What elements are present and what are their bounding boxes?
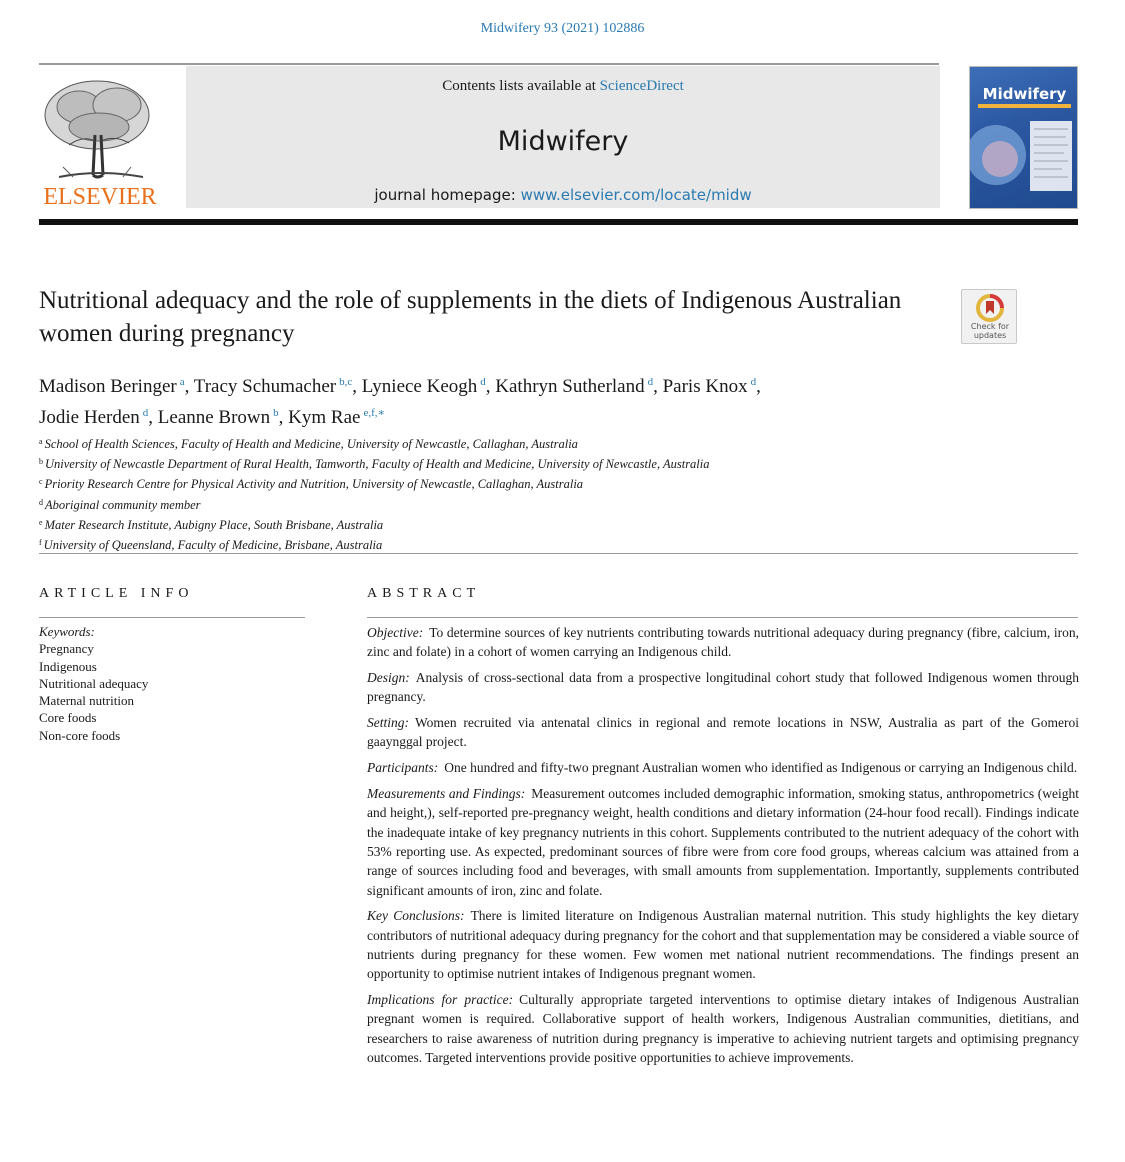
check-updates-line1: Check for — [970, 322, 1010, 331]
article-title: Nutritional adequacy and the role of supplements in the diets of Indigenous Australian women during pregnancy — [39, 287, 902, 347]
author[interactable]: Lyniece Keogh $^d$, — [361, 376, 496, 397]
homepage-prefix: journal homepage: — [374, 186, 516, 204]
journal-citation-link[interactable]: Midwifery 93 (2021) 102886 — [480, 21, 645, 36]
author[interactable]: Kym Rae $^{e,f,∗}$ — [288, 407, 385, 428]
keyword: Core foods — [39, 710, 97, 726]
author[interactable]: Jodie Herden $^d$, — [39, 407, 158, 428]
author[interactable]: Madison Beringer $^a$, — [39, 376, 194, 397]
abstract-participants: Participants: One hundred and fifty-two pregnant Australian women who identified as Indigenous or carrying an Indigenous child. — [367, 760, 1078, 776]
contents-line — [186, 78, 940, 95]
abstract-body — [367, 623, 1079, 1074]
keywords-label: Keywords: — [39, 624, 95, 639]
author-list — [39, 369, 1079, 431]
keyword: Indigenous — [39, 658, 97, 674]
journal-header-box — [186, 66, 940, 208]
abstract-objective: Objective: To determine sources of key nutrients contributing towards nutritional adequacy during pregnancy (fibre, calcium, iron, zinc and folate) in a cohort of women carrying an Indigenous child. — [367, 625, 1079, 660]
sciencedirect-link[interactable]: ScienceDirect — [599, 78, 684, 94]
abstract-heading: ABSTRACT — [367, 586, 481, 601]
check-for-updates-button[interactable] — [961, 289, 1017, 344]
abstract-rule — [367, 617, 1078, 618]
abstract-design: Design: Analysis of cross-sectional data from a prospective longitudinal cohort study that followed Indigenous women through pregnancy. — [367, 670, 1079, 705]
abstract-conclusions: Key Conclusions: There is limited literature on Indigenous Australian maternal nutrition. This study highlights the key dietary contributors of nutritional adequacy during pregnancy for the cohort and that supplementation may be considered a viable source of nutrients during pregnancy for these women. Few women met national nutrient recommendations. The findings present an opportunity to optimise nutrient intakes of Indigenous pregnant women. — [367, 908, 1079, 982]
abstract-measurements: Measurements and Findings: Measurement outcomes included demographic information, smoking status, anthropometrics (weight and height,), self-reported pre-pregnancy weight, health conditions and dietary information (24-hour food recall). Findings indicate the inadequate intake of key pregnancy nutrients in this cohort. Supplements contributed to the nutrient adequacy of the cohort with 53% reporting use. As expected, predominant sources of fibre were from core food groups, whereas calcium was attained from a range of sources including food and beverages, with small amounts from supplementation. Importantly, supplements contributed significant amounts of iron, zinc and folate. — [367, 786, 1080, 898]
keyword: Non-core foods — [39, 727, 121, 743]
author[interactable]: Kathryn Sutherland $^d$, — [495, 376, 663, 397]
journal-cover-image[interactable] — [969, 66, 1078, 209]
affiliation: $^c$ Priority Research Centre for Physical Activity and Nutrition, University of Newcastle, Callaghan, Australia — [39, 477, 584, 492]
affiliation: $^f$ University of Queensland, Faculty of Medicine, Brisbane, Australia — [39, 538, 383, 553]
affiliation-list — [39, 433, 1079, 554]
header-top-rule — [39, 63, 939, 65]
header-bottom-rule — [39, 219, 1078, 225]
keyword: Nutritional adequacy — [39, 675, 149, 691]
affiliation: $^b$ University of Newcastle Department of Rural Health, Tamworth, Faculty of Health and Medicine, University of Newcastle, Australia — [39, 457, 710, 472]
affiliation: $^d$ Aboriginal community member — [39, 497, 201, 512]
homepage-line — [186, 186, 940, 204]
check-updates-icon — [976, 294, 1004, 322]
check-updates-line2: updates — [973, 331, 1007, 340]
affiliation: $^e$ Mater Research Institute, Aubigny Place, South Brisbane, Australia — [39, 517, 384, 532]
author[interactable]: Leanne Brown $^b$, — [157, 407, 289, 428]
contents-prefix: Contents lists available at — [442, 78, 596, 94]
author[interactable]: Tracy Schumacher $^{b,c}$, — [193, 376, 362, 397]
author[interactable]: Paris Knox $^d$, — [662, 376, 761, 397]
cover-subtitle-bar — [978, 104, 1071, 108]
keyword: Maternal nutrition — [39, 693, 134, 709]
journal-homepage-link[interactable]: www.elsevier.com/locate/midw — [520, 186, 752, 204]
abstract-implications: Implications for practice: Culturally appropriate targeted interventions to optimise dietary intakes of Indigenous Australian pregnant women is required. Collaborative support of health workers, Indigenous Australian communities, dietitians, and researchers to raise awareness of nutrition during pregnancy is imperative to achieving nutrient targets and optimising pregnancy outcomes. Targeted interventions provide positive opportunities to achieve improvements. — [367, 992, 1080, 1065]
article-info-rule — [39, 617, 305, 618]
keyword: Pregnancy — [39, 641, 94, 657]
elsevier-wordmark: ELSEVIER — [43, 184, 157, 210]
section-divider — [39, 553, 1078, 554]
keywords-list — [39, 623, 299, 744]
cover-artwork-icon — [970, 115, 1078, 205]
abstract-setting: Setting: Women recruited via antenatal clinics in regional and remote locations in NSW, Australia as part of the Gomeroi gaaynggal project. — [367, 715, 1079, 750]
check-updates-label — [962, 322, 1018, 340]
cover-title: Midwifery — [982, 85, 1067, 103]
article-info-heading: ARTICLE INFO — [39, 586, 194, 601]
affiliation: $^a$ School of Health Sciences, Faculty of Health and Medicine, University of Newcastle, Callaghan, Australia — [39, 437, 578, 451]
journal-name: Midwifery — [497, 126, 629, 157]
